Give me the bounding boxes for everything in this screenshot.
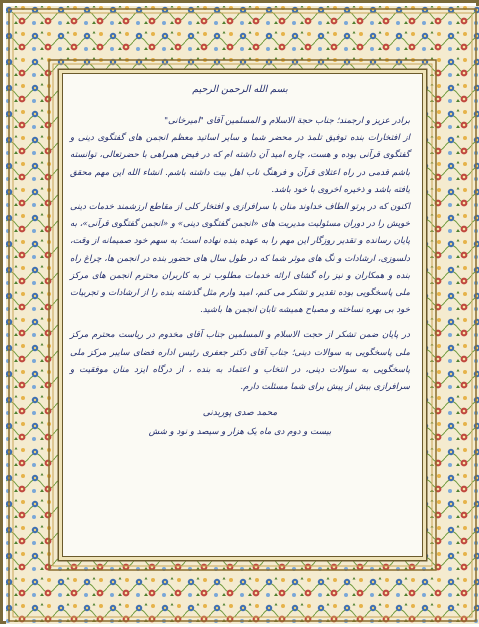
bismillah-heading: بسم الله الرحمن الرحیم — [192, 84, 288, 95]
letter-paragraph-3: در پایان ضمن تشکر از حجت الاسلام و المسلمین جناب آقای مخدوم در ریاست محترم مرکز ملی پاسخگویی به سوالات دینی؛ جناب آقای دکتر جعفری رئیس اداره فضای سایبر مرکز ملی پاسخگویی به سوالات دینی، در انتخاب و اعتماد به بنده ، از درگاه ایزد منان موفقیت و سرافرازی بیش از پیش برای شما مسئلت دارم. — [70, 330, 410, 393]
letter-paragraph-2: اکنون که در پرتو الطاف خداوند منان با سرافرازی و افتخار کلی از مقاطع ارزشمند خدمات دینی خویش را در دوران مسئولیت مدیریت های «انجمن گفتگوی دینی» و «انجمن گفتگوی قرآنی»، به پایان رسانده و تقدیر روزگار این مهم را به عهده بنده نهاده است؛ به سهم خود صمیمانه از وقت، دلسوزی، ارشادات و نگ های موثر شما که در طول سال های حضور بنده در انجمن ها، چراغ راه بنده و همکاران و نیز راه گشای ارائه خدمات مطلوب تر به کاربران محترم انجمن های مرکز ملی پاسخگویی بوده تقدیر و تشکر می کنم، امید وارم مثل گذشته بنده را از ارشادات و تجربیات خود بی بهره نساخته و مصباح همیشه تابان انجمن ها باشید. — [70, 202, 410, 316]
letter-paragraph-1: از افتخارات بنده توفیق تلمذ در محضر شما و سایر اساتید معظم انجمن های گفتگوی دینی و گفتگوی قرآنی بوده و هست، چاره امید آن داشته ام که در فیض همراهی با حضرتعالی، توانسته باشم قدمی در راه اعتلای قرآن و فرهنگ ناب اهل بیت داشته باشم. انشاء الله این مهم محقق یافته باشد و ذخیره اخروی با خود باشد. — [70, 133, 410, 195]
letter-date: بیست و دوم دی ماه یک هزار و سیصد و نود و شش — [148, 427, 332, 438]
letter-body — [70, 84, 410, 544]
salutation-paragraph: برادر عزیز و ارجمند؛ جناب حجة الاسلام و المسلمین آقای "امیرخانی" — [164, 116, 410, 126]
signature: محمد صدی پوربدنی — [202, 408, 278, 419]
